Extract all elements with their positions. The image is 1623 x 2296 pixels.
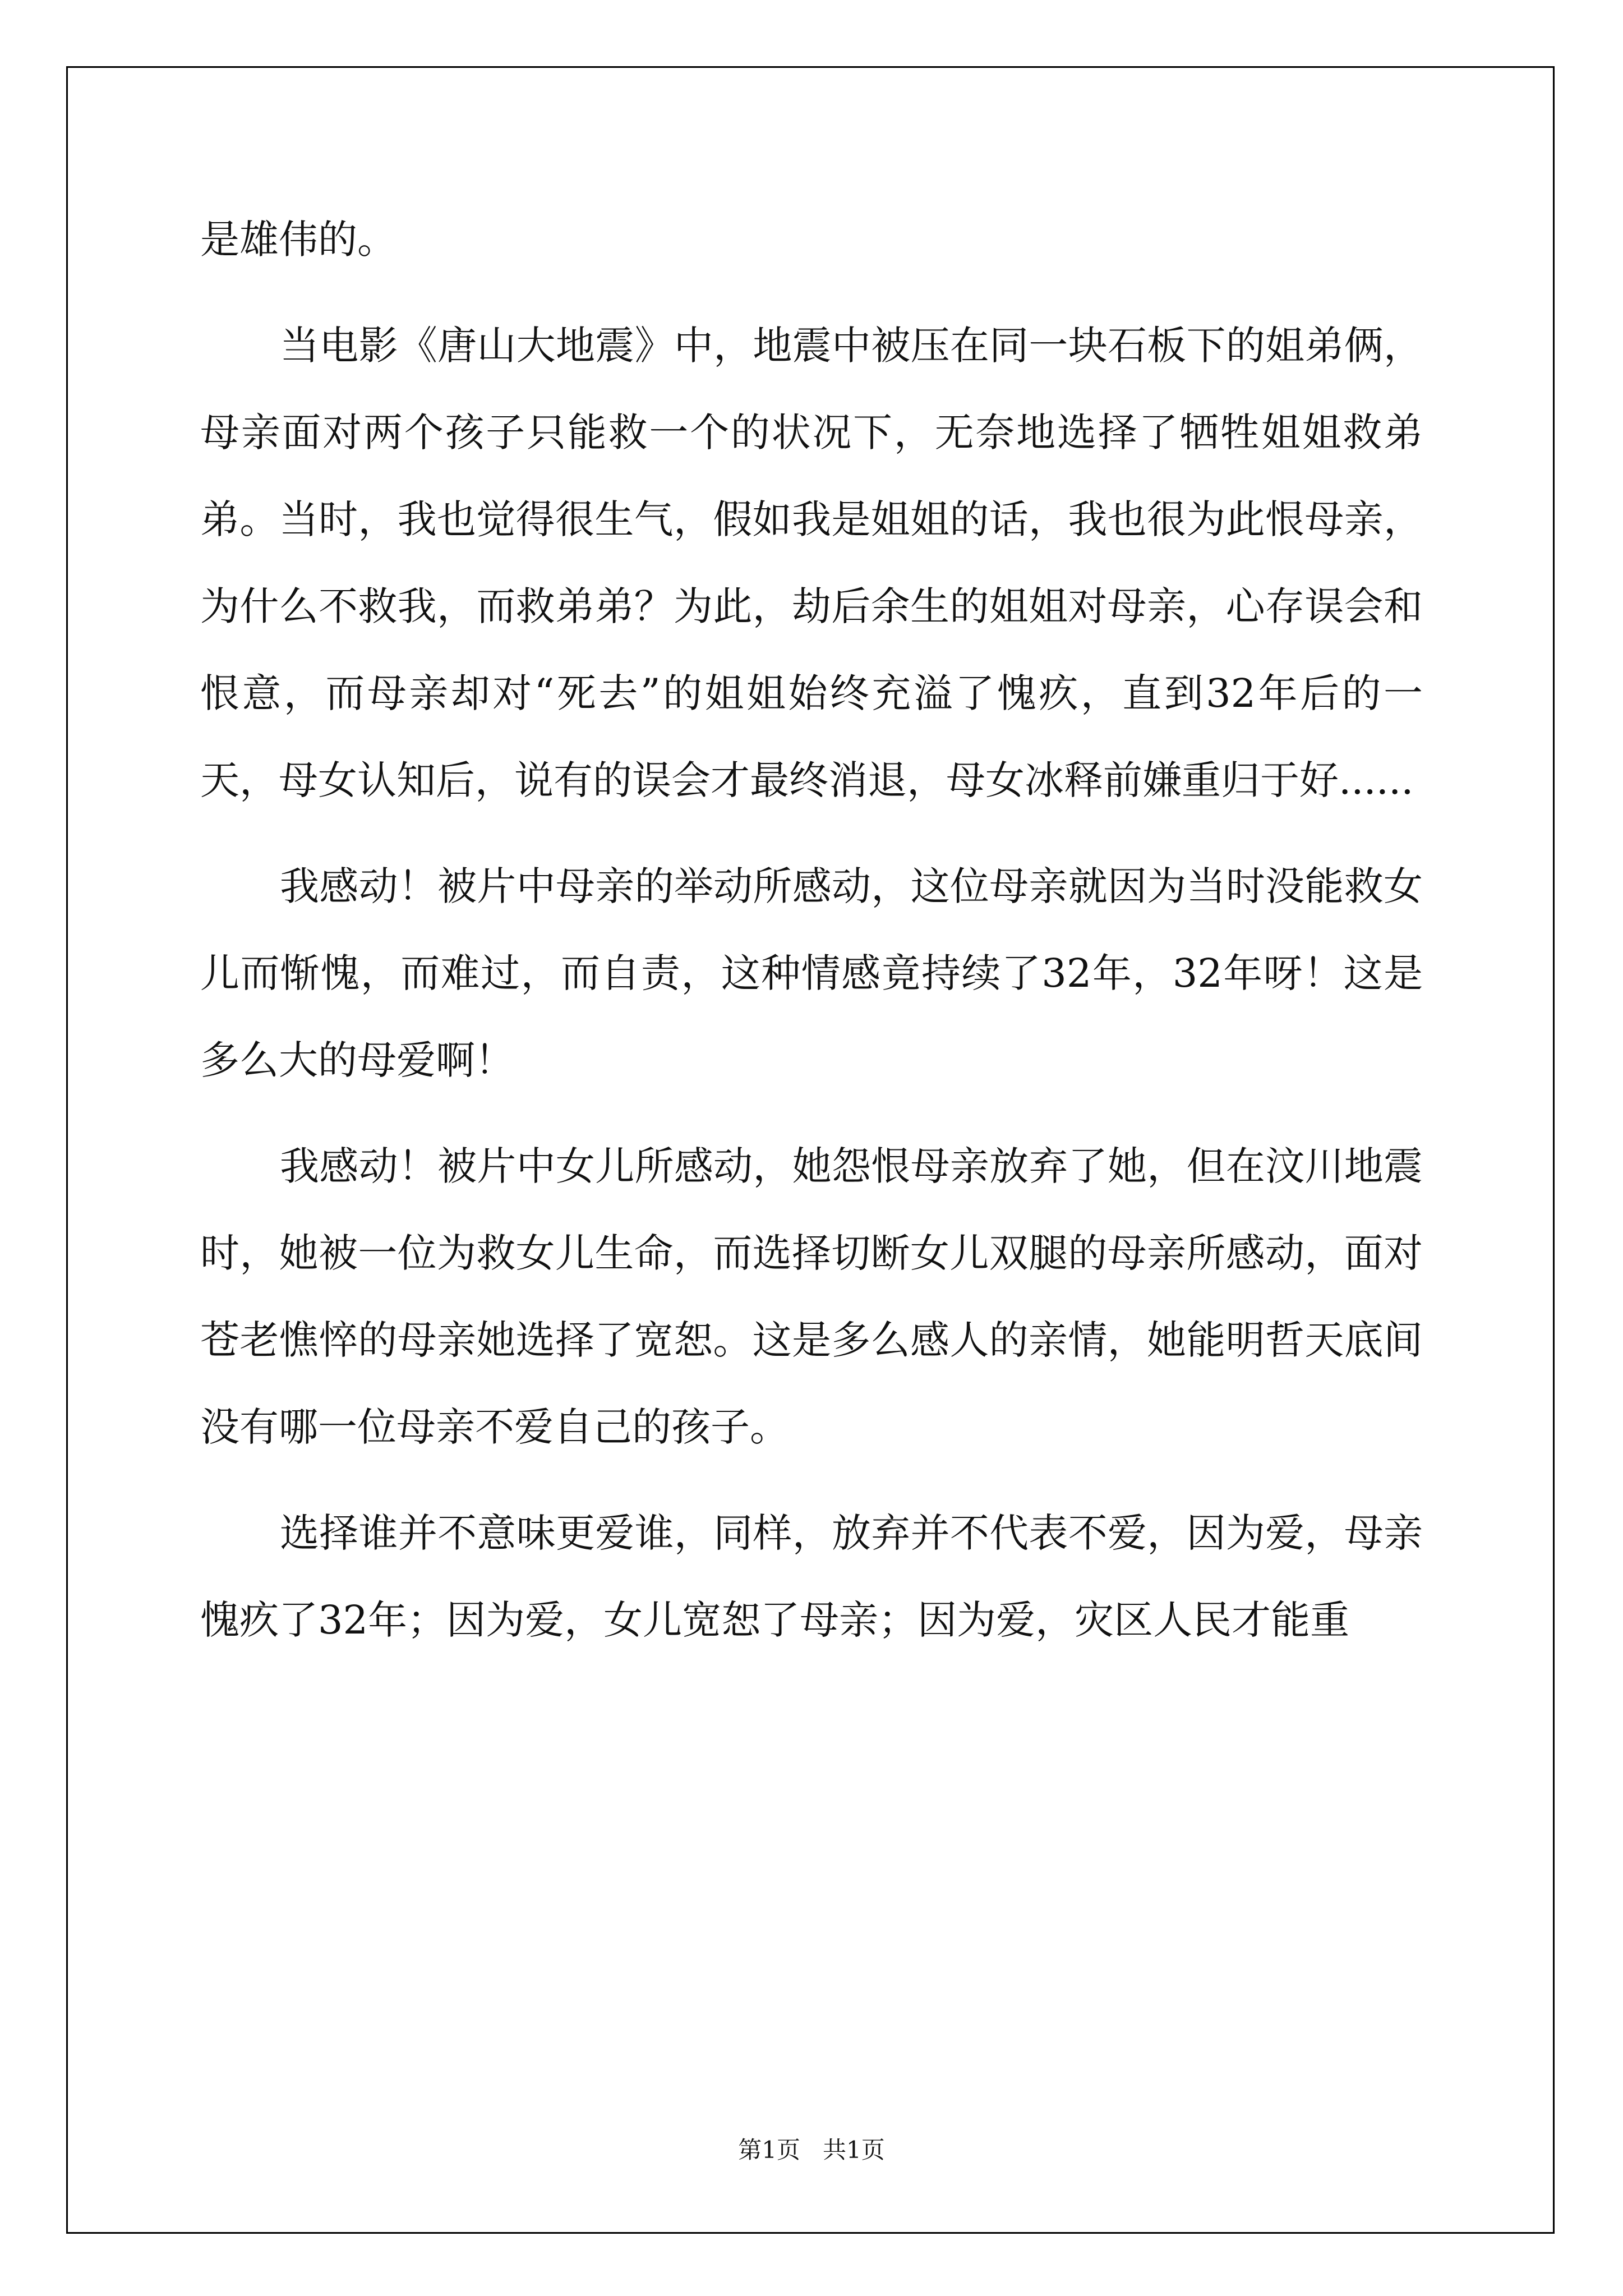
paragraph-mother-moved: 我感动！被片中母亲的举动所感动，这位母亲就因为当时没能救女儿而惭愧，而难过，而自责，这种情感竟持续了32年，32年呀！这是多么大的母爱啊！ — [200, 863, 1423, 1083]
paragraph-continuation: 是雄伟的。 — [200, 217, 396, 263]
document-body — [200, 196, 1423, 1683]
paragraph-choice-love: 选择谁并不意味更爱谁，同样，放弃并不代表不爱，因为爱，母亲愧疚了32年；因为爱，女儿宽恕了母亲；因为爱，灾区人民才能重 — [200, 1510, 1423, 1643]
paragraph-earthquake-story: 当电影《唐山大地震》中，地震中被压在同一块石板下的姐弟俩，母亲面对两个孩子只能救一个的状况下，无奈地选择了牺牲姐姐救弟弟。当时，我也觉得很生气，假如我是姐姐的话，我也很为此恨母亲，为什么不救我，而救弟弟？为此，劫后余生的姐姐对母亲，心存误会和恨意，而母亲却对“死去”的姐姐始终充溢了愧疚，直到32年后的一天，母女认知后，说有的误会才最终消退，母女冰释前嫌重归于好...... — [200, 323, 1423, 803]
paragraph-daughter-moved: 我感动！被片中女儿所感动，她怨恨母亲放弃了她，但在汶川地震时，她被一位为救女儿生命，而选择切断女儿双腿的母亲所感动，面对苍老憔悴的母亲她选择了宽恕。这是多么感人的亲情，她能明哲天底间没有哪一位母亲不爱自己的孩子。 — [200, 1143, 1423, 1450]
page-number-footer: 第1页 共1页 — [738, 2136, 885, 2164]
